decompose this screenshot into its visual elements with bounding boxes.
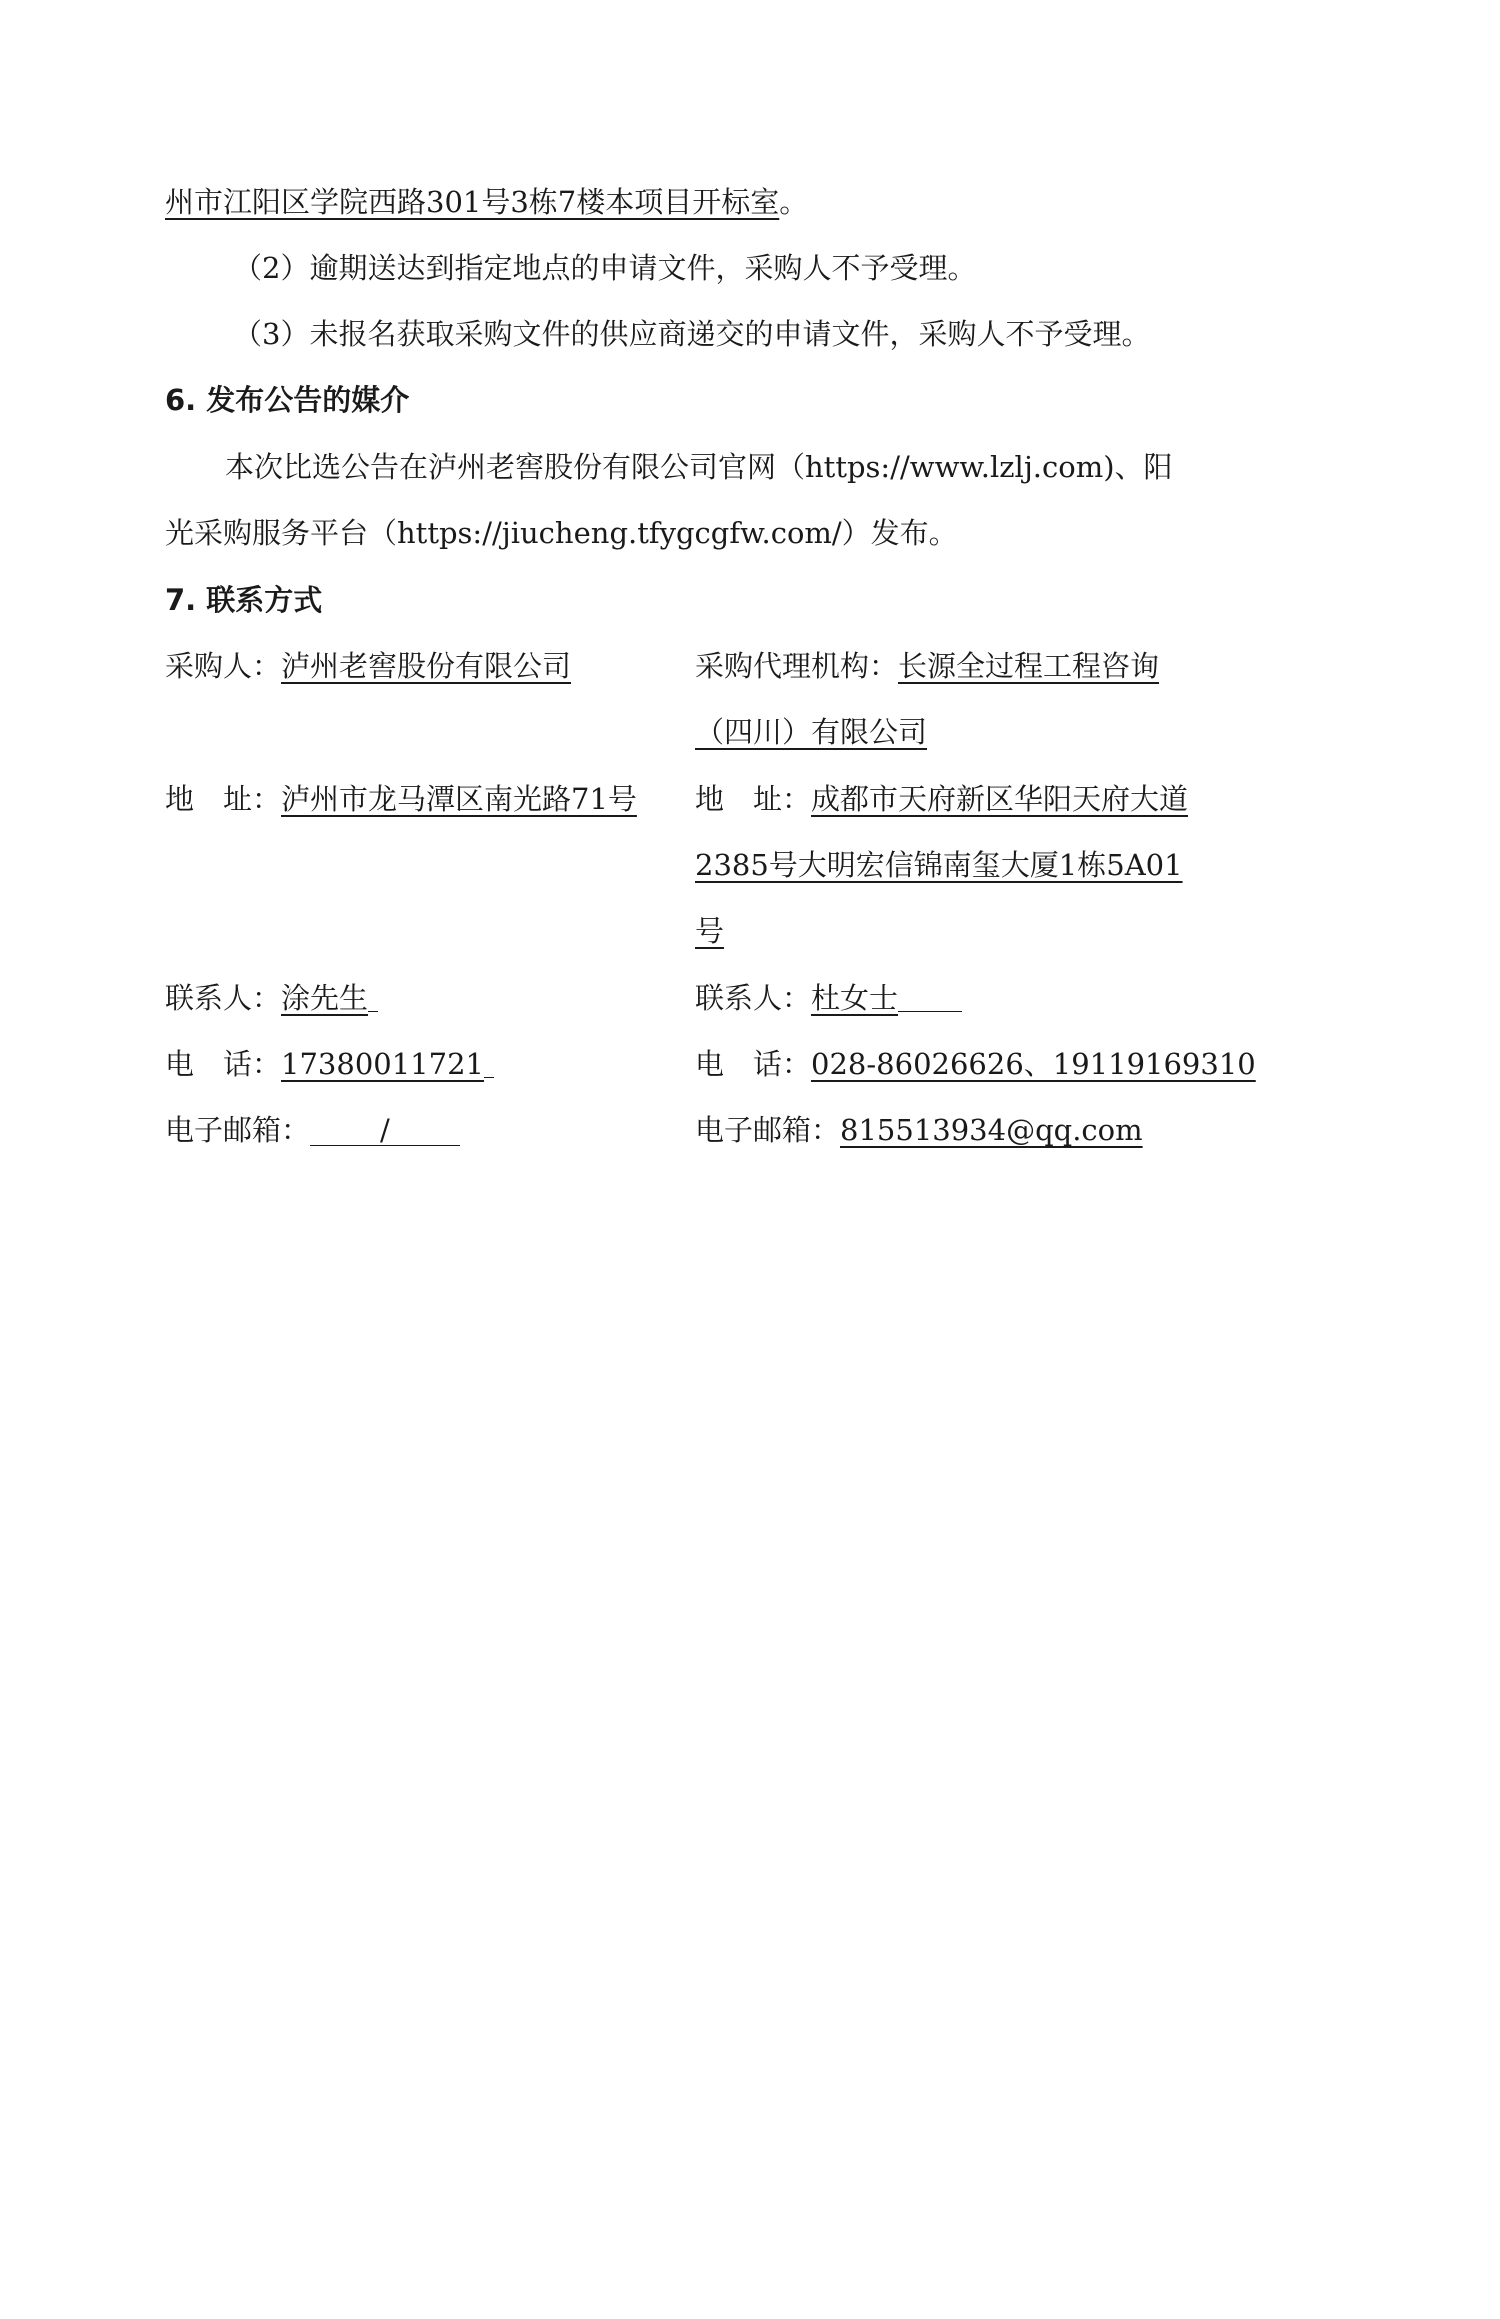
agency-address-row-2 — [695, 845, 1183, 885]
section-6-line-1: 本次比选公告在泸州老窖股份有限公司官网（https://www.lzlj.com)、阳 — [225, 450, 1173, 484]
agency-email-label: 电子邮箱： — [695, 1113, 841, 1147]
buyer-email-value: / — [310, 1115, 460, 1146]
buyer-contact-label: 联系人： — [165, 981, 282, 1015]
agency-address-label: 地 址： — [695, 782, 812, 816]
item-3: （3）未报名获取采购文件的供应商递交的申请文件，采购人不予受理。 — [233, 317, 1151, 351]
buyer-row — [165, 646, 571, 686]
buyer-value: 泸州老窖股份有限公司 — [281, 649, 572, 683]
agency-email-value: 815513934@qq.com — [840, 1113, 1143, 1147]
agency-label: 采购代理机构： — [695, 649, 899, 683]
agency-row — [695, 646, 1159, 686]
buyer-contact-blank — [368, 981, 378, 1012]
agency-address-line-2: 2385号大明宏信锦南玺大厦1栋5A01 — [695, 848, 1183, 882]
agency-phone-row — [695, 1044, 1256, 1084]
buyer-address-label: 地 址： — [165, 782, 282, 816]
agency-address-row-3 — [695, 911, 724, 951]
buyer-phone-value: 17380011721 — [281, 1047, 484, 1081]
agency-address-line-1: 成都市天府新区华阳天府大道 — [811, 782, 1189, 816]
buyer-contact-value: 涂先生 — [281, 981, 369, 1015]
section-7-heading: 7. 联系方式 — [165, 583, 323, 617]
agency-address-row — [695, 779, 1188, 819]
section-6-line-2: 光采购服务平台（https://jiucheng.tfygcgfw.com/）发布。 — [165, 516, 958, 550]
agency-contact-label: 联系人： — [695, 981, 812, 1015]
agency-value-line-2: （四川）有限公司 — [695, 715, 928, 749]
buyer-address-row — [165, 779, 637, 819]
buyer-phone-row — [165, 1044, 494, 1084]
agency-row-2 — [695, 712, 927, 752]
item-2: （2）逾期送达到指定地点的申请文件，采购人不予受理。 — [233, 251, 977, 285]
agency-value-line-1: 长源全过程工程咨询 — [898, 649, 1160, 683]
buyer-address-value: 泸州市龙马潭区南光路71号 — [281, 782, 637, 816]
agency-phone-value: 028-86026626、19119169310 — [811, 1047, 1256, 1081]
agency-phone-label: 电 话： — [695, 1047, 812, 1081]
agency-email-row — [695, 1110, 1143, 1150]
location-text: 州市江阳区学院西路301号3栋7楼本项目开标室 — [165, 185, 780, 219]
buyer-phone-label: 电 话： — [165, 1047, 282, 1081]
agency-contact-value: 杜女士 — [811, 981, 899, 1015]
buyer-phone-blank — [484, 1047, 494, 1078]
location-line — [165, 182, 808, 222]
agency-contact-blank — [898, 981, 962, 1012]
section-6-heading: 6. 发布公告的媒介 — [165, 383, 410, 417]
buyer-contact-row — [165, 978, 378, 1018]
buyer-email-label: 电子邮箱： — [165, 1113, 311, 1147]
agency-contact-row — [695, 978, 962, 1018]
buyer-email-row — [165, 1110, 460, 1150]
buyer-label: 采购人： — [165, 649, 282, 683]
location-period: 。 — [779, 185, 809, 219]
agency-address-line-3: 号 — [695, 914, 725, 948]
